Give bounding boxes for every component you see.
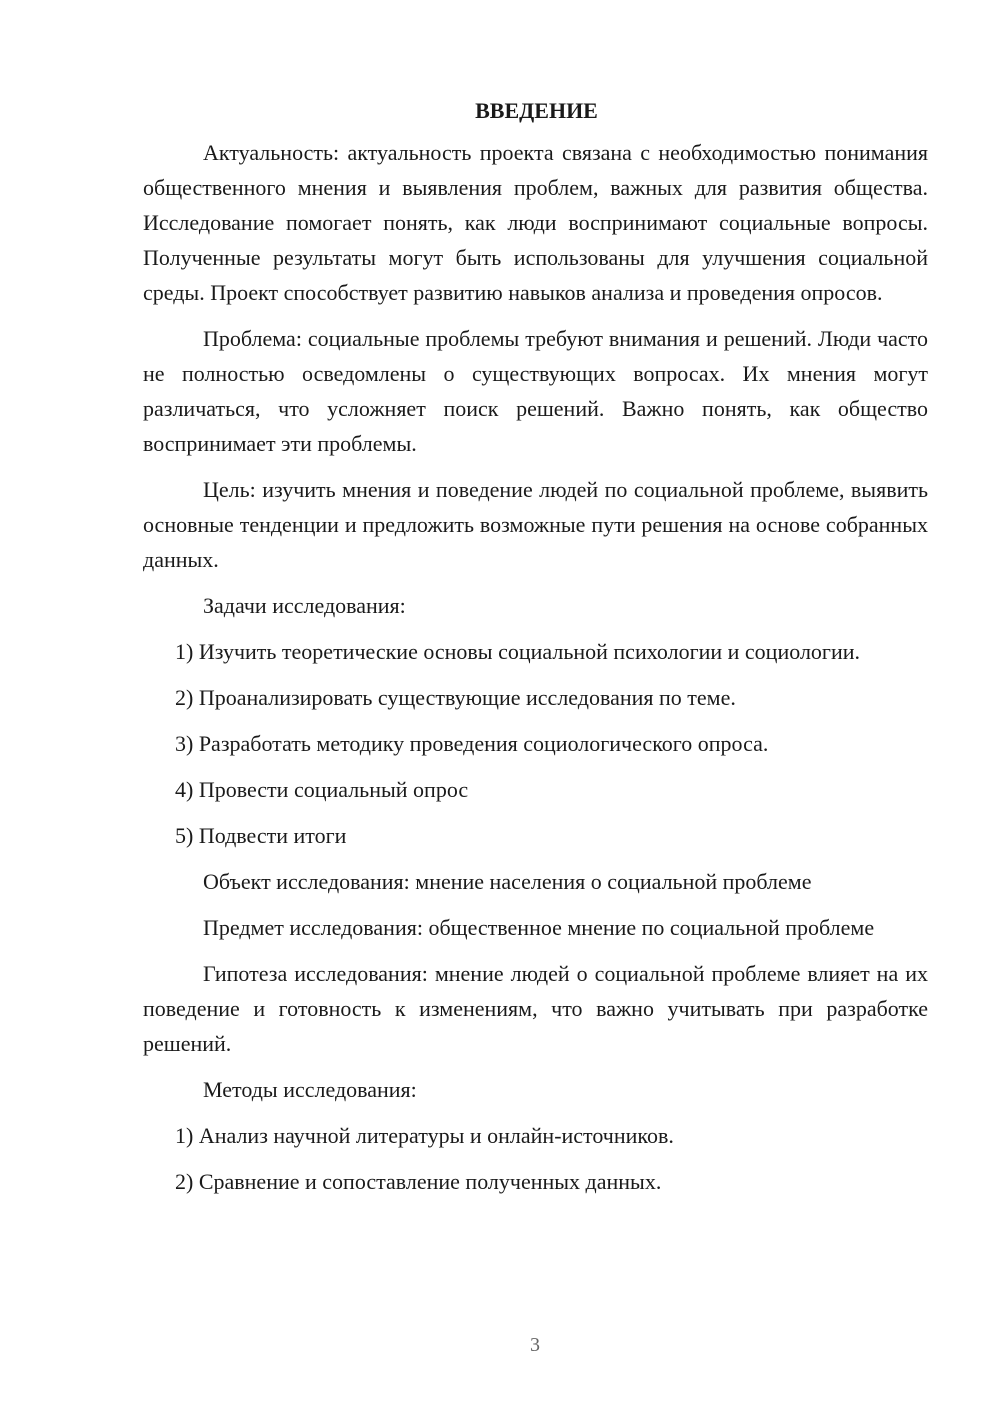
page-title: ВВЕДЕНИЕ [475,98,598,123]
page-content [143,96,928,1210]
task-item-1: 1) Изучить теоретические основы социальной психологии и социологии. [175,639,860,664]
goal-paragraph: Цель: изучить мнения и поведение людей по социальной проблеме, выявить основные тенденции и предложить возможные пути решения на основе собранных данных. [143,477,928,572]
page-number: 3 [530,1334,540,1356]
method-item-2: 2) Сравнение и сопоставление полученных данных. [175,1169,662,1194]
relevance-paragraph: Актуальность: актуальность проекта связана с необходимостью понимания общественного мнения и выявления проблем, важных для развития общества. Исследование помогает понять, как люди воспринимают социальные вопросы. Полученные результаты могут быть использованы для улучшения социальной среды. Проект способствует развитию навыков анализа и проведения опросов. [143,140,928,305]
tasks-heading: Задачи исследования: [203,593,406,618]
task-item-3: 3) Разработать методику проведения социологического опроса. [175,731,769,756]
research-subject: Предмет исследования: общественное мнение по социальной проблеме [203,915,875,940]
task-item-5: 5) Подвести итоги [175,823,347,848]
research-hypothesis: Гипотеза исследования: мнение людей о социальной проблеме влияет на их поведение и готовность к изменениям, что важно учитывать при разработке решений. [143,961,928,1056]
problem-paragraph: Проблема: социальные проблемы требуют внимания и решений. Люди часто не полностью осведомлены о существующих вопросах. Их мнения могут различаться, что усложняет поиск решений. Важно понять, как общество воспринимает эти проблемы. [143,326,928,456]
task-item-2: 2) Проанализировать существующие исследования по теме. [175,685,736,710]
research-object: Объект исследования: мнение населения о социальной проблеме [203,869,812,894]
method-item-1: 1) Анализ научной литературы и онлайн-источников. [175,1123,674,1148]
task-item-4: 4) Провести социальный опрос [175,777,469,802]
methods-heading: Методы исследования: [203,1077,417,1102]
